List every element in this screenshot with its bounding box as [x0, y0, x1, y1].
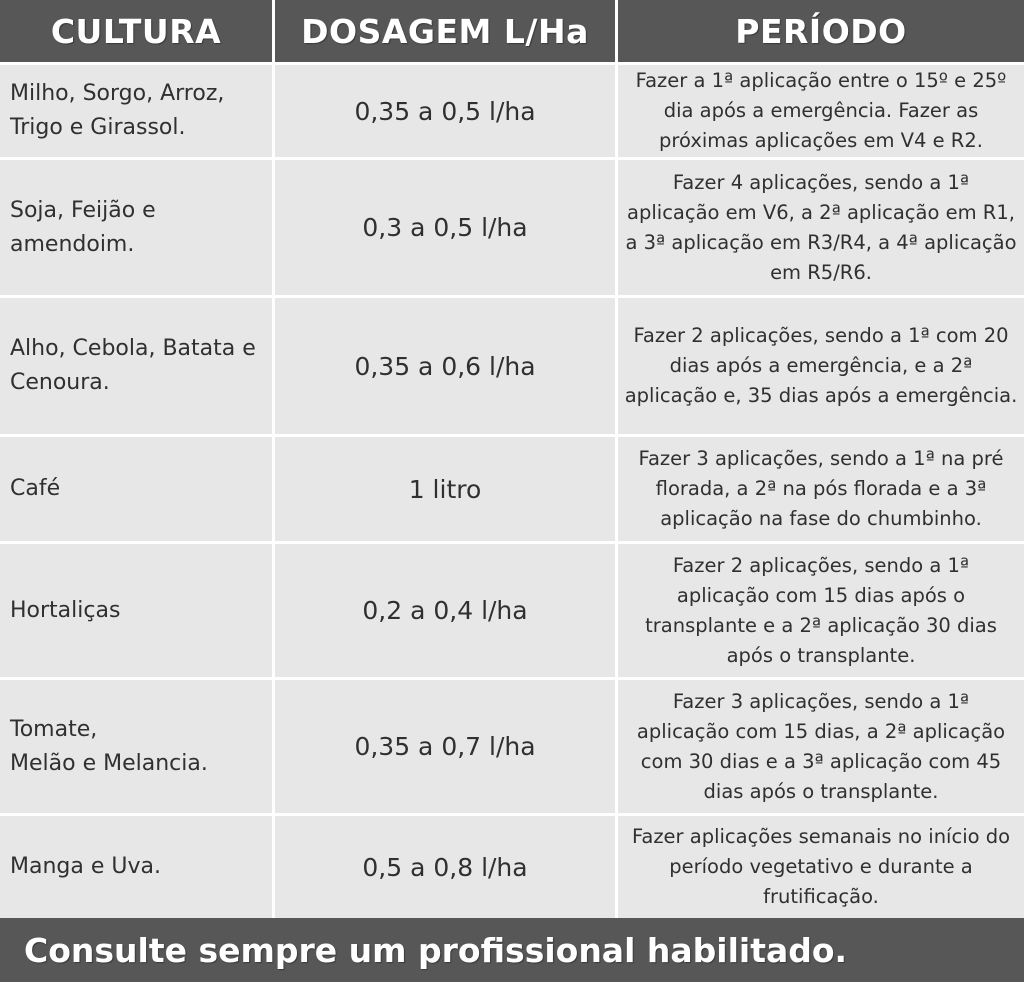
periodo-cell: Fazer 2 aplicações, sendo a 1ª aplicação com 15 dias após o transplante e a 2ª aplicação 30 dias após o transplante.: [645, 553, 997, 667]
periodo-cell: Fazer 3 aplicações, sendo a 1ª na pré florada, a 2ª na pós florada e a 3ª aplicação na fase do chumbinho.: [638, 447, 1004, 530]
dosagem-cell: 0,35 a 0,5 l/ha: [354, 96, 536, 126]
table-row: [0, 544, 1024, 677]
periodo-cell: Fazer 3 aplicações, sendo a 1ª aplicação com 15 dias, a 2ª aplicação com 30 dias e a 3ª aplicação com 45 dias após o transplante.: [636, 689, 1006, 803]
dosagem-cell: 0,3 a 0,5 l/ha: [362, 213, 528, 242]
table-row: [0, 680, 1024, 813]
dosagem-cell: 0,35 a 0,7 l/ha: [354, 732, 536, 761]
table-row: [0, 816, 1024, 918]
table-row: [0, 298, 1024, 434]
table-header: [0, 0, 1024, 62]
header-periodo: PERÍODO: [735, 11, 907, 51]
table-row: [0, 437, 1024, 541]
periodo-cell: Fazer 2 aplicações, sendo a 1ª com 20 dias após a emergência, e a 2ª aplicação e, 35 dias após a emergência.: [624, 324, 1018, 407]
cultura-cell: Manga e Uva.: [10, 854, 161, 879]
periodo-cell: Fazer a 1ª aplicação entre o 15º e 25º dia após a emergência. Fazer as próximas aplicações em V4 e R2.: [635, 69, 1007, 152]
table-row: [0, 160, 1024, 295]
cultura-cell: Milho, Sorgo, Arroz, Trigo e Girassol.: [10, 81, 225, 140]
cultura-cell: Alho, Cebola, Batata e Cenoura.: [10, 336, 256, 395]
table-row: [0, 65, 1024, 157]
header-dosagem: DOSAGEM L/Ha: [301, 11, 589, 51]
dosagem-cell: 0,2 a 0,4 l/ha: [362, 596, 528, 625]
dosagem-cell: 0,35 a 0,6 l/ha: [354, 351, 536, 381]
cultura-cell: Café: [10, 476, 61, 501]
dosagem-cell: 1 litro: [408, 474, 482, 504]
cultura-cell: Tomate, Melão e Melancia.: [10, 716, 208, 776]
cultura-cell: Soja, Feijão e amendoim.: [10, 197, 156, 257]
periodo-cell: Fazer 4 aplicações, sendo a 1ª aplicação em V6, a 2ª aplicação em R1, a 3ª aplicação em R3/R4, a 4ª aplicação em R5/R6.: [625, 170, 1017, 284]
cultura-cell: Hortaliças: [10, 597, 121, 623]
dosagem-cell: 0,5 a 0,8 l/ha: [362, 852, 528, 882]
footer-note: Consulte sempre um profissional habilitado.: [0, 918, 1024, 982]
header-cultura: CULTURA: [50, 11, 222, 51]
periodo-cell: Fazer aplicações semanais no início do período vegetativo e durante a frutificação.: [631, 825, 1011, 908]
